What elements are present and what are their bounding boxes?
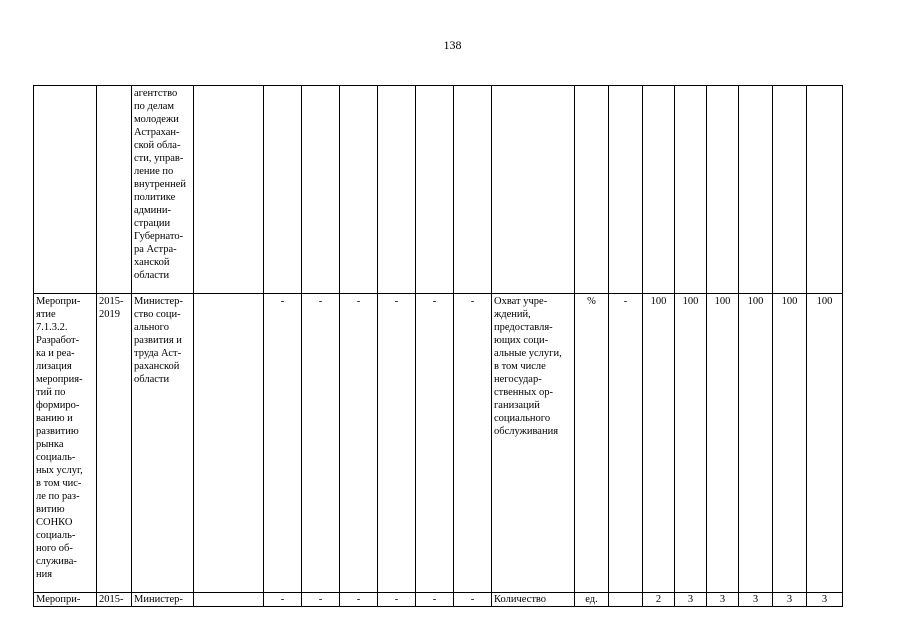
cell-value: 100 (807, 294, 843, 593)
cell-unit: ед. (575, 593, 609, 607)
cell-dash (264, 86, 302, 294)
cell-empty (194, 593, 264, 607)
cell-dash: - (340, 294, 378, 593)
cell-dash (302, 86, 340, 294)
cell-dash (416, 86, 454, 294)
cell-value (773, 86, 807, 294)
cell-value (707, 86, 739, 294)
cell-value: 3 (707, 593, 739, 607)
cell-value: 3 (739, 593, 773, 607)
cell-value: 100 (707, 294, 739, 593)
cell-value: 3 (773, 593, 807, 607)
program-table (33, 85, 843, 607)
cell-indicator: Охват учре- ждений, предоставля- ющих соци- альные услуги, в том числе негосудар- ственных ор- ганизаций социального обслуживания (492, 294, 575, 593)
cell-dash: - (454, 593, 492, 607)
table-row (34, 86, 843, 294)
cell-dash: - (378, 593, 416, 607)
cell-dash: - (340, 593, 378, 607)
cell-empty (194, 86, 264, 294)
cell-dash: - (416, 593, 454, 607)
cell-unit (575, 86, 609, 294)
cell-dash: - (454, 294, 492, 593)
cell-name: Меропри- ятие 7.1.3.2. Разработ- ка и реа- лизация мероприя- тий по формиро- ванию и развитию рынка социаль- ных услуг, в том чис- ле по раз- витию СОНКО социаль- ного об- служива- ния (34, 294, 97, 593)
cell-value (643, 86, 675, 294)
cell-dash: - (378, 294, 416, 593)
cell-empty (194, 294, 264, 593)
cell-name: Меропри- (34, 593, 97, 607)
cell-unit: % (575, 294, 609, 593)
cell-years: 2015- 2019 (97, 294, 132, 593)
cell-value: 3 (675, 593, 707, 607)
cell-value: 100 (739, 294, 773, 593)
cell-value (739, 86, 773, 294)
cell-indicator (492, 86, 575, 294)
cell-executor: Министер- (132, 593, 194, 607)
cell-value (675, 86, 707, 294)
table-row (34, 593, 843, 607)
cell-base (609, 86, 643, 294)
cell-dash (340, 86, 378, 294)
cell-dash: - (264, 294, 302, 593)
page-number: 138 (443, 38, 462, 52)
cell-years (97, 86, 132, 294)
cell-base: - (609, 294, 643, 593)
cell-dash: - (302, 294, 340, 593)
cell-name (34, 86, 97, 294)
cell-dash (454, 86, 492, 294)
cell-executor: агентство по делам молодежи Астрахан- ской обла- сти, управ- ление по внутренней политике админи- страции Губернато- ра Астра- ханской области (132, 86, 194, 294)
cell-executor: Министер- ство соци- ального развития и труда Аст- раханской области (132, 294, 194, 593)
cell-value: 100 (773, 294, 807, 593)
cell-dash: - (416, 294, 454, 593)
cell-value: 100 (643, 294, 675, 593)
table-row (34, 294, 843, 593)
cell-value: 100 (675, 294, 707, 593)
cell-value: 3 (807, 593, 843, 607)
cell-years: 2015- (97, 593, 132, 607)
cell-dash (378, 86, 416, 294)
cell-value: 2 (643, 593, 675, 607)
cell-base (609, 593, 643, 607)
cell-indicator: Количество (492, 593, 575, 607)
cell-dash: - (302, 593, 340, 607)
cell-value (807, 86, 843, 294)
cell-dash: - (264, 593, 302, 607)
